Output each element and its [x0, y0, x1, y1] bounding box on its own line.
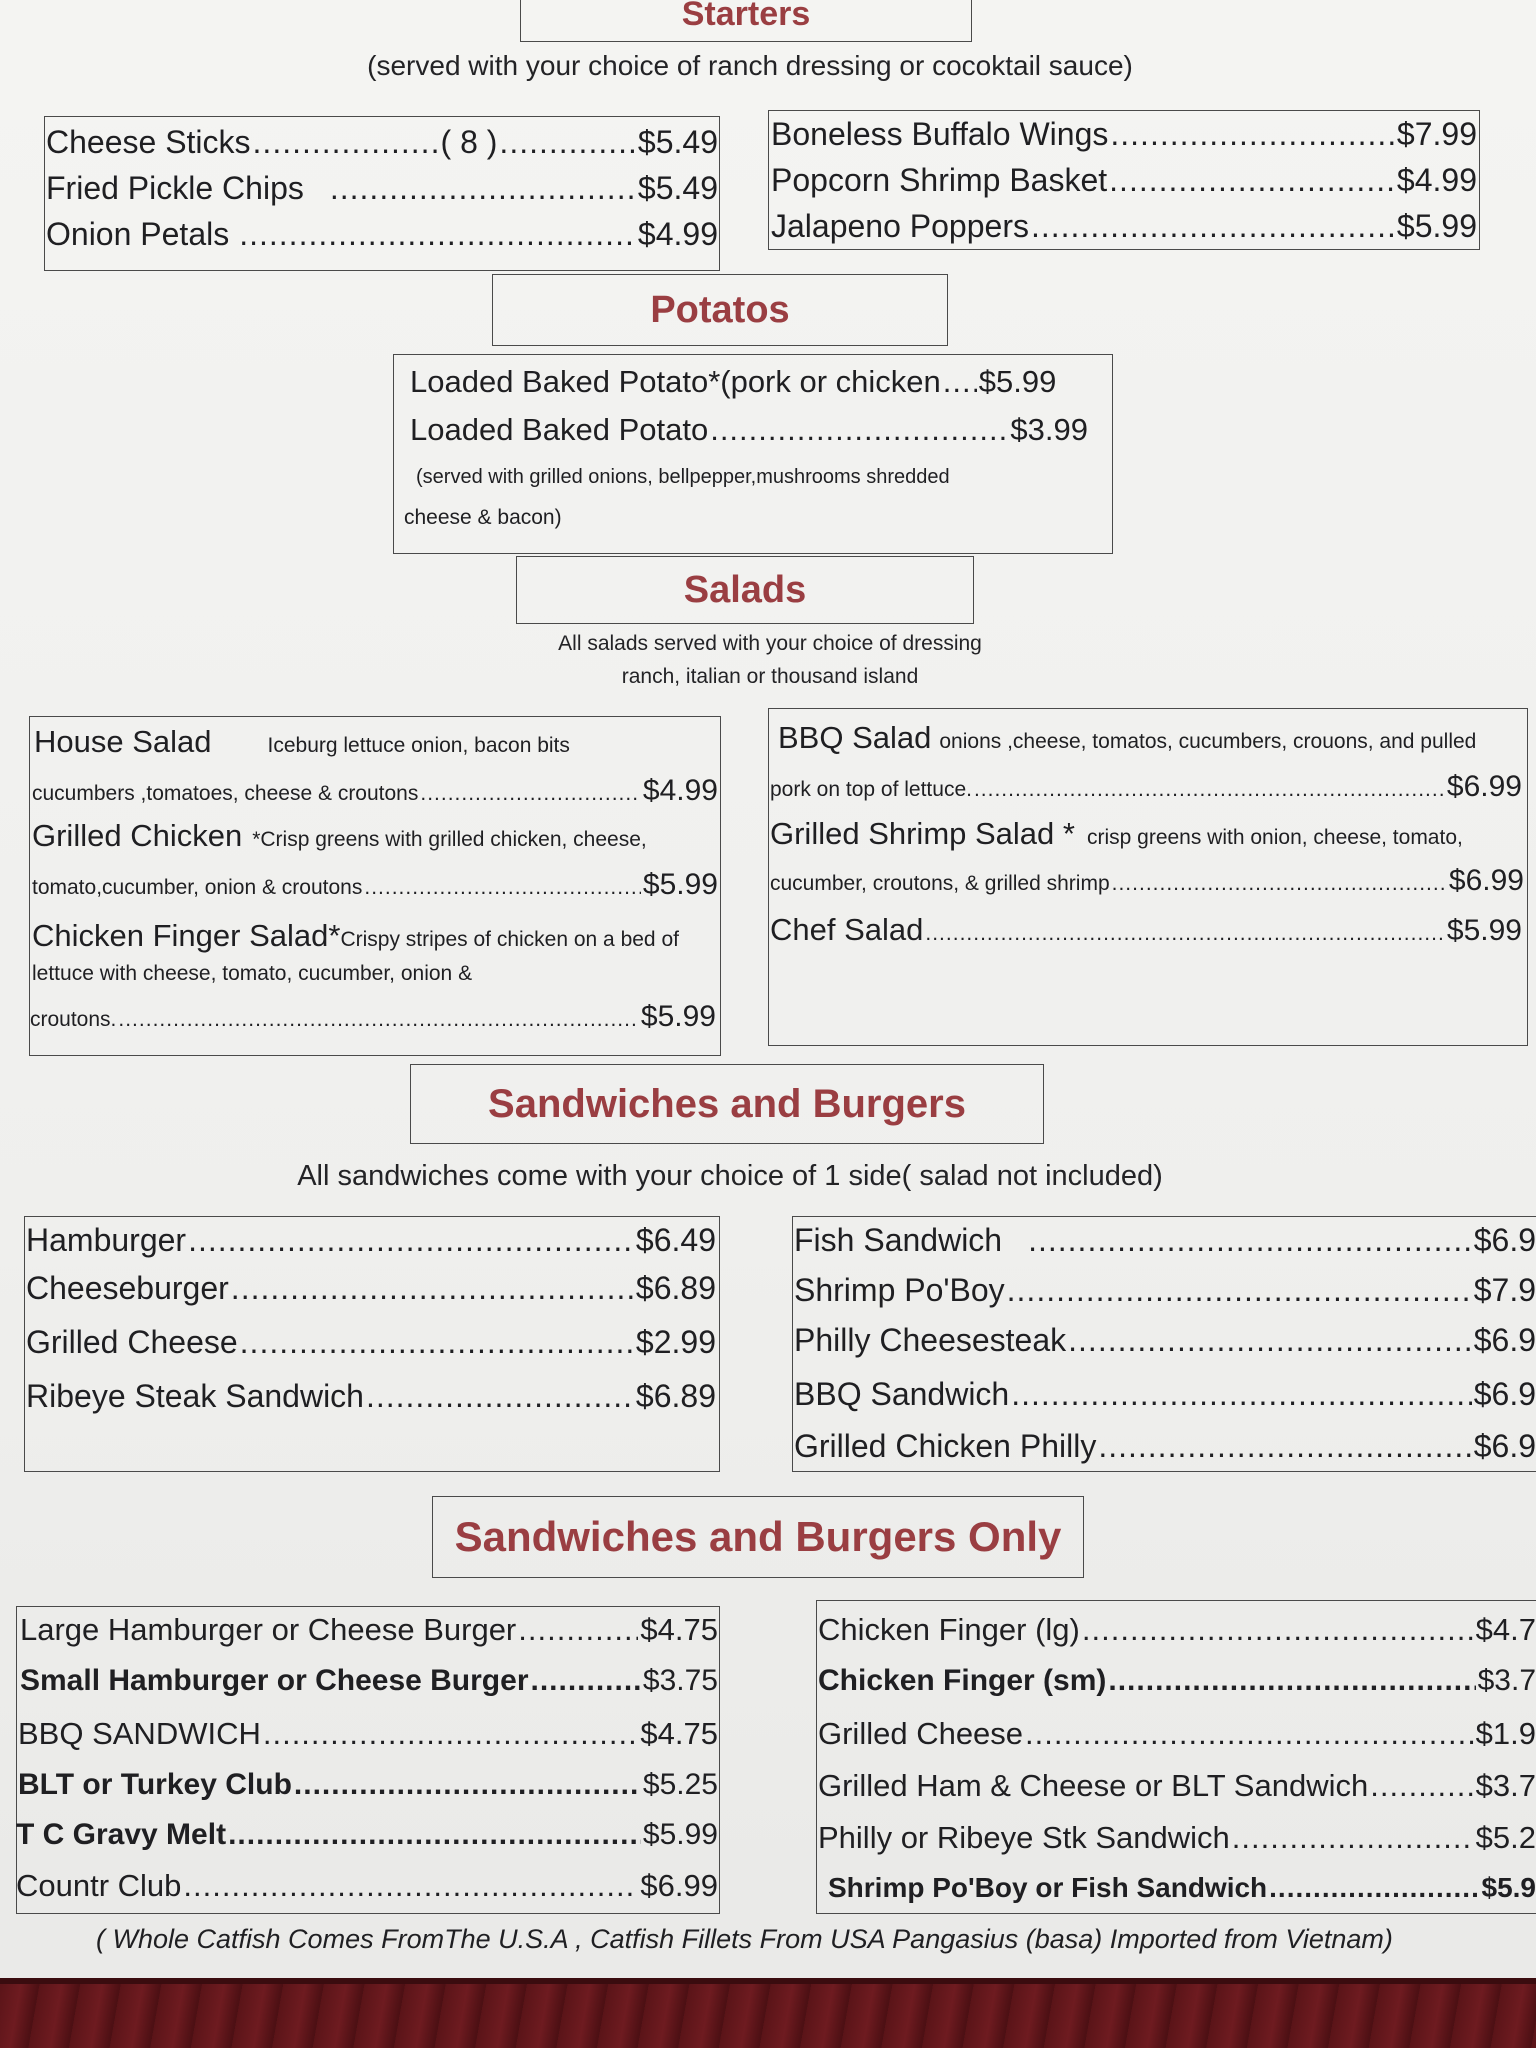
only-heading: [432, 1496, 1084, 1578]
starters-note: (served with your choice of ranch dressing or cocoktail sauce): [367, 50, 1133, 81]
menu-item: Grilled Shrimp Salad * crisp greens with onion, cheese, tomato,: [770, 816, 1463, 851]
menu-item: Grilled Chicken *Crisp greens with grilled chicken, cheese,: [32, 818, 647, 853]
salads-title: Salads: [683, 568, 807, 611]
menu-item: BBQ SANDWICH ..... $4.75: [18, 1716, 718, 1752]
menu-item: Grilled Cheese ..... $2.99: [26, 1324, 716, 1361]
menu-item: Chicken Finger (sm) ..... $3.7: [818, 1664, 1536, 1698]
salads-note-2: ranch, italian or thousand island: [621, 665, 919, 688]
menu-item: Large Hamburger or Cheese Burger ..... $4.75: [20, 1612, 718, 1648]
menu-item: Fried Pickle Chips ..... $5.49: [46, 170, 718, 207]
footer-note: ( Whole Catfish Comes FromThe U.S.A , Catfish Fillets From USA Pangasius (basa) Imported from Vietnam): [96, 1924, 1393, 1954]
sandwiches-note: All sandwiches come with your choice of 1 side( salad not included): [297, 1160, 1163, 1192]
starters-heading: [520, 0, 972, 42]
menu-item: Jalapeno Poppers ..... $5.99: [771, 208, 1477, 245]
menu-item: Philly or Ribeye Stk Sandwich ..... $5.2: [818, 1820, 1536, 1856]
menu-item: T C Gravy Melt ..... $5.99: [16, 1818, 718, 1852]
menu-item: Shrimp Po'Boy or Fish Sandwich ..... $5.9: [828, 1872, 1536, 1904]
starters-title: Starters: [681, 0, 811, 33]
menu-item: Small Hamburger or Cheese Burger ..... $3.75: [20, 1664, 718, 1698]
menu-item: Countr Club ..... $6.99: [16, 1868, 718, 1904]
menu-item: Cheeseburger ..... $6.89: [26, 1270, 716, 1307]
only-title: Sandwiches and Burgers Only: [454, 1513, 1062, 1560]
menu-item: Grilled Ham & Cheese or BLT Sandwich ..... $3.7: [818, 1768, 1536, 1804]
menu-item: Hamburger ..... $6.49: [26, 1222, 716, 1259]
menu-cover-edge: [0, 1978, 1536, 2048]
sandwiches-title: Sandwiches and Burgers: [488, 1081, 966, 1126]
menu-item: Onion Petals ..... $4.99: [46, 216, 718, 253]
menu-item: Chicken Finger Salad* Crispy stripes of chicken on a bed of: [32, 918, 679, 953]
menu-item: cucumber, croutons, & grilled shrimp ..... $6.99: [770, 864, 1524, 898]
sandwiches-heading: [410, 1064, 1044, 1144]
menu-item: House Salad Iceburg lettuce onion, bacon bits: [34, 724, 570, 759]
menu-item-desc: lettuce with cheese, tomato, cucumber, onion &: [32, 962, 473, 985]
salads-note: All salads served with your choice of dressing: [558, 632, 982, 655]
menu-item: cucumbers ,tomatoes, cheese & croutons ..... $4.99: [32, 774, 718, 808]
menu-item: Loaded Baked Potato*(pork or chicken ..... $5.99: [410, 364, 1100, 400]
potatos-heading: [492, 274, 948, 346]
menu-item: Chef Salad ..... $5.99: [770, 912, 1522, 948]
menu-item: Fish Sandwich ..... $6.9: [794, 1222, 1536, 1259]
menu-item: croutons. ..... $5.99: [30, 1000, 716, 1034]
menu-item: Philly Cheesesteak ..... $6.9: [794, 1322, 1536, 1359]
menu-item: Grilled Chicken Philly ..... $6.9: [794, 1428, 1536, 1465]
menu-item: BBQ Sandwich ..... $6.9: [794, 1376, 1536, 1413]
potatos-note-2: cheese & bacon): [404, 506, 562, 529]
menu-item: BLT or Turkey Club ..... $5.25: [18, 1768, 718, 1802]
menu-item: Popcorn Shrimp Basket ..... $4.99: [771, 162, 1477, 199]
menu-item: Chicken Finger (lg) ..... $4.7: [818, 1612, 1536, 1648]
menu-item: pork on top of lettuce. ..... $6.99: [770, 770, 1522, 804]
menu-item: BBQ Salad onions ,cheese, tomatos, cucumbers, crouons, and pulled: [778, 720, 1477, 755]
salads-heading: [516, 556, 974, 624]
menu-item: tomato,cucumber, onion & croutons ..... $5.99: [32, 868, 718, 902]
menu-item: Shrimp Po'Boy ..... $7.9: [794, 1272, 1536, 1309]
menu-item: Loaded Baked Potato ..... $3.99: [410, 412, 1088, 448]
menu-item: Grilled Cheese ..... $1.9: [818, 1716, 1536, 1752]
potatos-note: (served with grilled onions, bellpepper,mushrooms shredded: [416, 466, 950, 488]
menu-item: Cheese Sticks ..... ( 8 ) ..... $5.49: [46, 124, 718, 161]
menu-item: Ribeye Steak Sandwich ..... $6.89: [26, 1378, 716, 1415]
potatos-title: Potatos: [650, 288, 790, 331]
menu-item: Boneless Buffalo Wings ..... $7.99: [771, 116, 1477, 153]
